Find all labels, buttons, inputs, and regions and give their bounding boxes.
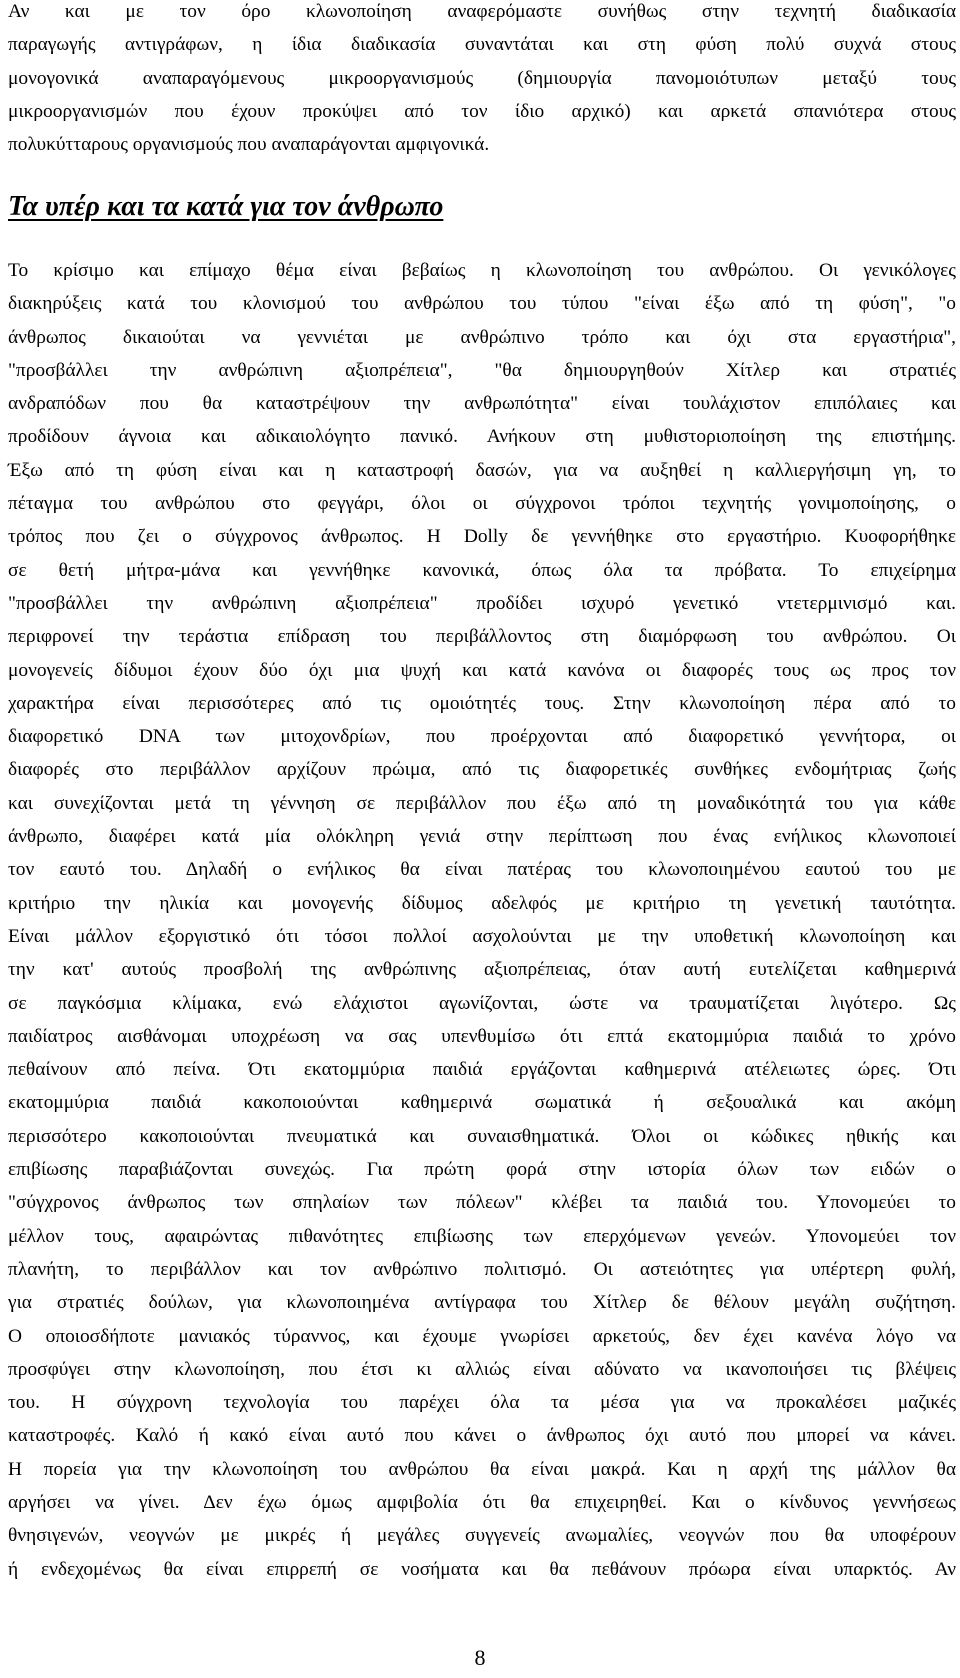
- text-line: "σύγχρονος άνθρωπος των σπηλαίων των πόλεων" κλέβει τα παιδιά του. Υπονομεύει το: [8, 1192, 956, 1214]
- text-line: σε θετή μήτρα-μάνα και γεννήθηκε κανονικά, όπως όλα τα πρόβατα. Το επιχείρημα: [8, 559, 956, 581]
- text-line: και συνεχίζονται μετά τη γέννηση σε περιβάλλον που έξω από τη μοναδικότητά του για κάθε: [8, 792, 956, 814]
- text-line: "προσβάλλει την ανθρώπινη αξιοπρέπεια", "θα δημιουργηθούν Χίτλερ και στρατιές: [8, 359, 956, 381]
- text-line: παιδίατρος αισθάνομαι υποχρέωση να σας υπενθυμίσω ότι επτά εκατομμύρια παιδιά το χρόνο: [8, 1025, 956, 1047]
- text-line: θνησιγενών, νεογνών με μικρές ή μεγάλες συγγενείς ανωμαλίες, νεογνών που θα υποφέρουν: [8, 1525, 956, 1547]
- text-line: διαφορές στο περιβάλλον αρχίζουν πρώιμα, από τις διαφορετικές συνθήκες ενδομήτριας ζωής: [8, 759, 956, 781]
- text-line: Έξω από τη φύση είναι και η καταστροφή δασών, για να αυξηθεί η καλλιεργήσιμη γη, το: [8, 459, 956, 481]
- text-line: του. Η σύγχρονη τεχνολογία του παρέχει όλα τα μέσα για να προκαλέσει μαζικές: [8, 1392, 956, 1414]
- text-line: Ο οποιοσδήποτε μανιακός τύραννος, και έχουμε γνωρίσει αρκετούς, δεν έχει κανένα λόγο να: [8, 1325, 956, 1347]
- page-number: 8: [474, 1645, 486, 1670]
- text-line: Είναι μάλλον εξοργιστικό ότι τόσοι πολλοί ασχολούνται με την υποθετική κλωνοποίηση και: [8, 925, 956, 947]
- text-line: Αν και με τον όρο κλωνοποίηση αναφερόμαστε συνήθως στην τεχνητή διαδικασία: [8, 1, 956, 22]
- text-line: διαφορετικό DNA των μιτοχονδρίων, που προέρχονται από διαφορετικό γεννήτορα, οι: [8, 726, 956, 748]
- section-heading: Τα υπέρ και τα κατά για τον άνθρωπο: [8, 191, 444, 222]
- text-line: πολυκύτταρους οργανισμούς που αναπαράγονται αμφιγονικά.: [8, 134, 490, 156]
- text-line: "προσβάλλει την ανθρώπινη αξιοπρέπεια" προδίδει ισχυρό γενετικό ντετερμινισμό και.: [8, 592, 956, 614]
- text-line: μονογονικά αναπαραγόμενους μικροοργανισμούς (δημιουργία πανομοιότυπων μεταξύ τους: [8, 67, 956, 89]
- intro-paragraph: [8, 0, 956, 161]
- text-line: προδίδουν άγνοια και αδικαιολόγητο πανικό. Ανήκουν στη μυθιστοριοποίηση της επιστήμης.: [8, 426, 956, 448]
- text-line: Το κρίσιμο και επίμαχο θέμα είναι βεβαίως η κλωνοποίηση του ανθρώπου. Οι γενικόλογες: [8, 260, 956, 281]
- text-line: μέλλον τους, αφαιρώντας πιθανότητες επιβίωσης των επερχόμενων γενεών. Υπονομεύει τον: [8, 1225, 956, 1247]
- text-line: περισσότερο κακοποιούνται πνευματικά και συναισθηματικά. Όλοι οι κώδικες ηθικής και: [8, 1125, 956, 1147]
- text-line: χαρακτήρα είναι περισσότερες από τις ομοιότητές τους. Στην κλωνοποίηση πέρα από το: [8, 692, 956, 714]
- text-line: εκατομμύρια παιδιά κακοποιούνται καθημερινά σωματικά ή σεξουαλικά και ακόμη: [8, 1092, 956, 1114]
- text-line: μονογενείς δίδυμοι έχουν δύο όχι μια ψυχή και κατά κανόνα οι διαφορές τους ως προς τον: [8, 659, 956, 681]
- text-line: επιβίωσης παραβιάζονται συνεχώς. Για πρώτη φορά στην ιστορία όλων των ειδών ο: [8, 1159, 956, 1181]
- text-line: πλανήτη, το περιβάλλον και τον ανθρώπινο πολιτισμό. Οι αστειότητες για υπέρτερη φυλή,: [8, 1258, 956, 1280]
- text-line: σε παγκόσμια κλίμακα, ενώ ελάχιστοι αγωνίζονται, ώστε να τραυματίζεται λιγότερο. Ως: [8, 992, 956, 1014]
- text-line: την κατ' αυτούς προσβολή της ανθρώπινης αξιοπρέπειας, όταν αυτή ευτελίζεται καθημερινά: [8, 959, 956, 981]
- text-line: περιφρονεί την τεράστια επίδραση του περιβάλλοντος στη διαμόρφωση του ανθρώπου. Οι: [8, 626, 956, 648]
- text-line: πέταγμα του ανθρώπου στο φεγγάρι, όλοι οι σύγχρονοι τρόποι τεχνητής γονιμοποίησης, ο: [8, 493, 956, 515]
- text-line: πεθαίνουν από πείνα. Ότι εκατομμύρια παιδιά εργάζονται καθημερινά ατέλειωτες ώρες. Ότι: [8, 1059, 956, 1081]
- body-paragraph: [8, 254, 956, 1586]
- text-line: για στρατιές δούλων, για κλωνοποιημένα αντίγραφα του Χίτλερ δε θέλουν μεγάλη συζήτηση.: [8, 1292, 956, 1314]
- text-line: προσφύγει στην κλωνοποίηση, που έτσι κι αλλιώς είναι αδύνατο να ικανοποιήσει τις βλέψεις: [8, 1358, 956, 1380]
- text-line: αργήσει να γίνει. Δεν έχω όμως αμφιβολία ότι θα επιχειρηθεί. Και ο κίνδυνος γεννήσεως: [8, 1491, 956, 1513]
- text-line: ανδραπόδων που θα καταστρέψουν την ανθρωπότητα" είναι τουλάχιστον επιπόλαιες και: [8, 393, 956, 415]
- text-line: καταστροφές. Καλό ή κακό είναι αυτό που κάνει ο άνθρωπος όχι αυτό που μπορεί να κάνει.: [8, 1425, 956, 1447]
- text-line: τρόπος που ζει ο σύγχρονος άνθρωπος. Η Dolly δε γεννήθηκε στο εργαστήριο. Κυοφορήθηκε: [8, 526, 956, 548]
- text-line: παραγωγής αντιγράφων, η ίδια διαδικασία συναντάται και στη φύση πολύ συχνά στους: [8, 34, 956, 56]
- text-line: κριτήριο την ηλικία και μονογενής δίδυμος αδελφός με κριτήριο τη γενετική ταυτότητα.: [8, 892, 956, 914]
- text-line: Η πορεία για την κλωνοποίηση του ανθρώπου θα είναι μακρά. Και η αρχή της μάλλον θα: [8, 1458, 956, 1480]
- text-line: άνθρωπο, διαφέρει κατά μία ολόκληρη γενιά στην περίπτωση που ένας ενήλικος κλωνοποιεί: [8, 826, 956, 848]
- text-line: άνθρωπος δικαιούται να γεννιέται με ανθρώπινο τρόπο και όχι στα εργαστήρια",: [8, 326, 956, 348]
- text-line: μικροοργανισμών που έχουν προκύψει από τον ίδιο αρχικό) και αρκετά σπανιότερα στους: [8, 100, 956, 122]
- text-line: διακηρύξεις κατά του κλονισμού του ανθρώπου του τύπου "είναι έξω από τη φύση", "ο: [8, 293, 956, 315]
- text-line: τον εαυτό του. Δηλαδή ο ενήλικος θα είναι πατέρας του κλωνοποιημένου εαυτού του με: [8, 859, 956, 881]
- text-line: ή ενδεχομένως θα είναι επιρρεπή σε νοσήματα και θα πεθάνουν πρόωρα είναι υπαρκτός. Αν: [8, 1558, 956, 1580]
